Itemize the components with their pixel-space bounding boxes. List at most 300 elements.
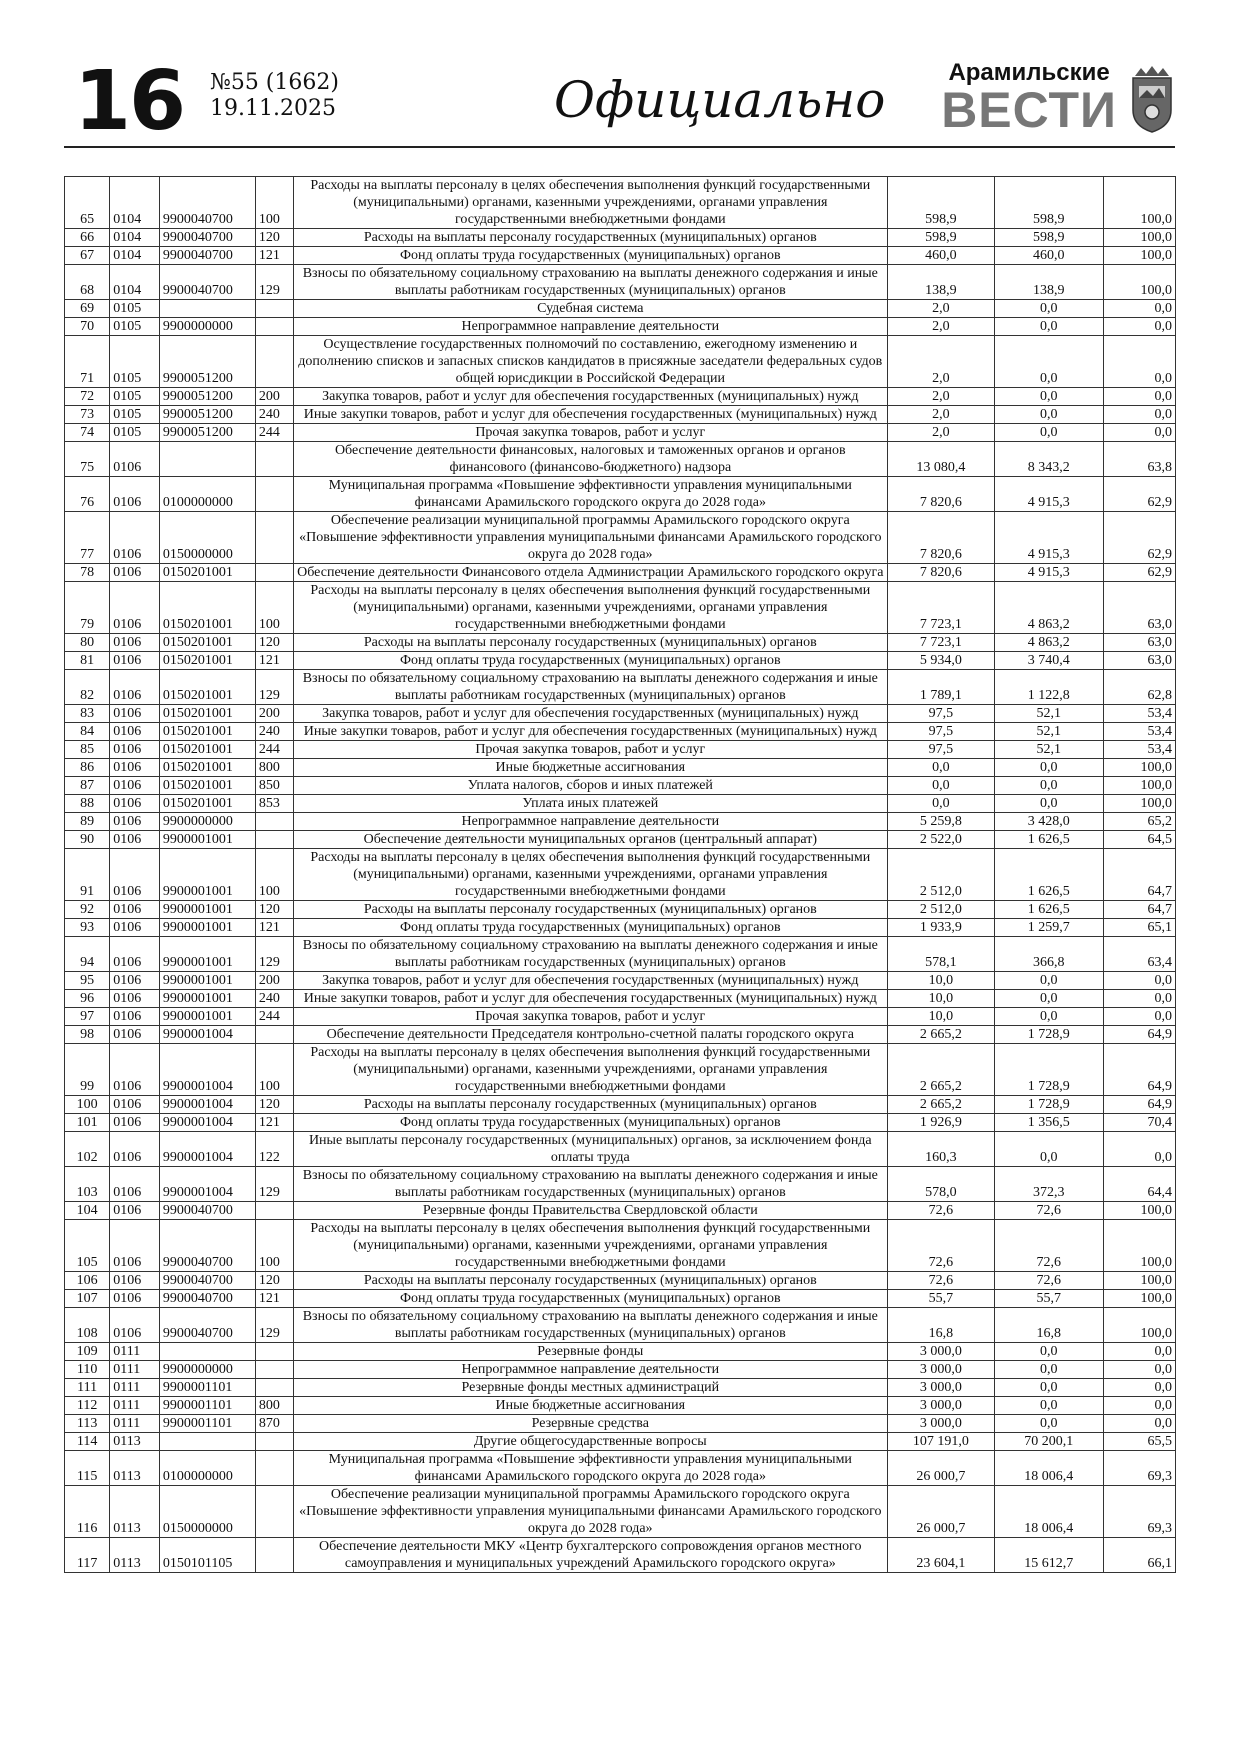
item-name: Расходы на выплаты персоналу в целях обеспечения выполнения функций государственными (муниципальными) органами, казенными учреждениями, органами управления государственными внебюджетными фондами (293, 1044, 887, 1096)
logo-main-text: ВЕСТИ (941, 82, 1117, 138)
row-number: 109 (65, 1343, 110, 1361)
section-code: 0106 (110, 670, 160, 705)
actual-amount: 0,0 (994, 972, 1103, 990)
plan-amount: 0,0 (887, 759, 994, 777)
table-row (65, 849, 1176, 901)
actual-amount: 372,3 (994, 1167, 1103, 1202)
target-article-code: 0150201001 (159, 741, 255, 759)
row-number: 74 (65, 424, 110, 442)
execution-percent: 62,9 (1103, 564, 1175, 582)
section-code: 0104 (110, 229, 160, 247)
target-article-code: 0150201001 (159, 652, 255, 670)
plan-amount: 2,0 (887, 336, 994, 388)
actual-amount: 0,0 (994, 1361, 1103, 1379)
section-code: 0106 (110, 512, 160, 564)
item-name: Осуществление государственных полномочий по составлению, ежегодному изменению и дополнению списков и запасных списков кандидатов в присяжные заседатели федеральных судов общей юрисдикции в Российской Федерации (293, 336, 887, 388)
expense-type-code (255, 813, 293, 831)
actual-amount: 55,7 (994, 1290, 1103, 1308)
item-name: Закупка товаров, работ и услуг для обеспечения государственных (муниципальных) нужд (293, 705, 887, 723)
section-code: 0106 (110, 849, 160, 901)
plan-amount: 72,6 (887, 1202, 994, 1220)
plan-amount: 5 934,0 (887, 652, 994, 670)
expense-type-code (255, 1361, 293, 1379)
plan-amount: 460,0 (887, 247, 994, 265)
row-number: 96 (65, 990, 110, 1008)
item-name: Расходы на выплаты персоналу государственных (муниципальных) органов (293, 901, 887, 919)
execution-percent: 100,0 (1103, 265, 1175, 300)
issue-date: 19.11.2025 (210, 96, 336, 121)
expense-type-code: 240 (255, 990, 293, 1008)
item-name: Обеспечение деятельности Финансового отдела Администрации Арамильского городского округа (293, 564, 887, 582)
table-row (65, 1451, 1176, 1486)
execution-percent: 0,0 (1103, 1397, 1175, 1415)
execution-percent: 53,4 (1103, 741, 1175, 759)
plan-amount: 2 522,0 (887, 831, 994, 849)
table-row (65, 919, 1176, 937)
expense-type-code: 244 (255, 741, 293, 759)
row-number: 69 (65, 300, 110, 318)
plan-amount: 2 665,2 (887, 1044, 994, 1096)
plan-amount: 3 000,0 (887, 1361, 994, 1379)
item-name: Резервные фонды местных администраций (293, 1379, 887, 1397)
section-code: 0106 (110, 1008, 160, 1026)
table-row (65, 336, 1176, 388)
table-row (65, 477, 1176, 512)
execution-percent: 0,0 (1103, 1379, 1175, 1397)
table-row (65, 1397, 1176, 1415)
item-name: Закупка товаров, работ и услуг для обеспечения государственных (муниципальных) нужд (293, 972, 887, 990)
execution-percent: 100,0 (1103, 1308, 1175, 1343)
table-row (65, 265, 1176, 300)
execution-percent: 63,0 (1103, 652, 1175, 670)
target-article-code: 0150101105 (159, 1538, 255, 1573)
execution-percent: 100,0 (1103, 777, 1175, 795)
actual-amount: 0,0 (994, 1397, 1103, 1415)
execution-percent: 53,4 (1103, 723, 1175, 741)
item-name: Взносы по обязательному социальному страхованию на выплаты денежного содержания и иные выплаты работникам государственных (муниципальных) органов (293, 937, 887, 972)
item-name: Обеспечение реализации муниципальной программы Арамильского городского округа «Повышение эффективности управления муниципальными финансами Арамильского городского округа до 2028 года» (293, 1486, 887, 1538)
table-row (65, 990, 1176, 1008)
table-row (65, 300, 1176, 318)
actual-amount: 4 915,3 (994, 512, 1103, 564)
row-number: 80 (65, 634, 110, 652)
expense-type-code (255, 477, 293, 512)
plan-amount: 2 512,0 (887, 849, 994, 901)
target-article-code: 9900001004 (159, 1096, 255, 1114)
execution-percent: 0,0 (1103, 990, 1175, 1008)
plan-amount: 578,0 (887, 1167, 994, 1202)
expense-type-code (255, 512, 293, 564)
section-code: 0105 (110, 336, 160, 388)
section-code: 0106 (110, 813, 160, 831)
execution-percent: 0,0 (1103, 1361, 1175, 1379)
row-number: 97 (65, 1008, 110, 1026)
expense-type-code: 100 (255, 582, 293, 634)
target-article-code: 9900000000 (159, 318, 255, 336)
item-name: Взносы по обязательному социальному страхованию на выплаты денежного содержания и иные выплаты работникам государственных (муниципальных) органов (293, 670, 887, 705)
execution-percent: 63,0 (1103, 582, 1175, 634)
item-name: Обеспечение деятельности Председателя контрольно-счетной палаты городского округа (293, 1026, 887, 1044)
actual-amount: 0,0 (994, 990, 1103, 1008)
item-name: Непрограммное направление деятельности (293, 1361, 887, 1379)
row-number: 115 (65, 1451, 110, 1486)
item-name: Уплата налогов, сборов и иных платежей (293, 777, 887, 795)
plan-amount: 3 000,0 (887, 1415, 994, 1433)
actual-amount: 0,0 (994, 406, 1103, 424)
item-name: Расходы на выплаты персоналу в целях обеспечения выполнения функций государственными (муниципальными) органами, казенными учреждениями, органами управления государственными внебюджетными фондами (293, 1220, 887, 1272)
expense-type-code: 800 (255, 1397, 293, 1415)
execution-percent: 0,0 (1103, 336, 1175, 388)
item-name: Расходы на выплаты персоналу государственных (муниципальных) органов (293, 1272, 887, 1290)
table-row (65, 1272, 1176, 1290)
execution-percent: 0,0 (1103, 300, 1175, 318)
row-number: 68 (65, 265, 110, 300)
actual-amount: 1 356,5 (994, 1114, 1103, 1132)
target-article-code: 0150201001 (159, 564, 255, 582)
actual-amount: 1 626,5 (994, 901, 1103, 919)
table-row (65, 1202, 1176, 1220)
row-number: 113 (65, 1415, 110, 1433)
plan-amount: 107 191,0 (887, 1433, 994, 1451)
section-code: 0111 (110, 1397, 160, 1415)
execution-percent: 0,0 (1103, 318, 1175, 336)
target-article-code: 9900001001 (159, 849, 255, 901)
item-name: Резервные фонды Правительства Свердловской области (293, 1202, 887, 1220)
target-article-code: 0150201001 (159, 795, 255, 813)
plan-amount: 97,5 (887, 741, 994, 759)
expense-type-code (255, 1486, 293, 1538)
section-code: 0106 (110, 795, 160, 813)
expense-type-code (255, 1433, 293, 1451)
section-code: 0106 (110, 990, 160, 1008)
table-row (65, 1308, 1176, 1343)
actual-amount: 0,0 (994, 300, 1103, 318)
execution-percent: 100,0 (1103, 229, 1175, 247)
item-name: Расходы на выплаты персоналу в целях обеспечения выполнения функций государственными (муниципальными) органами, казенными учреждениями, органами управления государственными внебюджетными фондами (293, 849, 887, 901)
actual-amount: 1 122,8 (994, 670, 1103, 705)
section-code: 0105 (110, 318, 160, 336)
execution-percent: 64,5 (1103, 831, 1175, 849)
actual-amount: 0,0 (994, 1132, 1103, 1167)
expense-type-code: 129 (255, 1308, 293, 1343)
execution-percent: 100,0 (1103, 1272, 1175, 1290)
target-article-code: 9900051200 (159, 406, 255, 424)
actual-amount: 0,0 (994, 1379, 1103, 1397)
expense-type-code: 120 (255, 901, 293, 919)
execution-percent: 0,0 (1103, 406, 1175, 424)
section-code: 0106 (110, 477, 160, 512)
execution-percent: 100,0 (1103, 795, 1175, 813)
row-number: 76 (65, 477, 110, 512)
expense-type-code: 870 (255, 1415, 293, 1433)
table-row (65, 1096, 1176, 1114)
row-number: 114 (65, 1433, 110, 1451)
execution-percent: 0,0 (1103, 1343, 1175, 1361)
expense-type-code: 800 (255, 759, 293, 777)
plan-amount: 2 665,2 (887, 1026, 994, 1044)
expense-type-code (255, 831, 293, 849)
expense-type-code (255, 1379, 293, 1397)
plan-amount: 160,3 (887, 1132, 994, 1167)
item-name: Иные закупки товаров, работ и услуг для обеспечения государственных (муниципальных) нужд (293, 723, 887, 741)
actual-amount: 0,0 (994, 1343, 1103, 1361)
plan-amount: 7 723,1 (887, 582, 994, 634)
actual-amount: 0,0 (994, 795, 1103, 813)
row-number: 108 (65, 1308, 110, 1343)
plan-amount: 2,0 (887, 388, 994, 406)
execution-percent: 0,0 (1103, 388, 1175, 406)
row-number: 93 (65, 919, 110, 937)
target-article-code: 9900001001 (159, 919, 255, 937)
expense-type-code: 121 (255, 919, 293, 937)
table-row (65, 582, 1176, 634)
section-code: 0106 (110, 705, 160, 723)
table-row (65, 318, 1176, 336)
actual-amount: 4 915,3 (994, 564, 1103, 582)
section-code: 0106 (110, 652, 160, 670)
expense-type-code: 100 (255, 1220, 293, 1272)
section-code: 0113 (110, 1433, 160, 1451)
table-row (65, 813, 1176, 831)
section-code: 0106 (110, 1220, 160, 1272)
target-article-code: 9900001001 (159, 972, 255, 990)
actual-amount: 0,0 (994, 777, 1103, 795)
section-code: 0106 (110, 1290, 160, 1308)
actual-amount: 0,0 (994, 1008, 1103, 1026)
execution-percent: 100,0 (1103, 177, 1175, 229)
target-article-code: 9900040700 (159, 1290, 255, 1308)
expense-type-code (255, 1026, 293, 1044)
table-row (65, 1415, 1176, 1433)
execution-percent: 64,7 (1103, 901, 1175, 919)
target-article-code: 9900051200 (159, 336, 255, 388)
actual-amount: 72,6 (994, 1202, 1103, 1220)
expense-type-code: 129 (255, 1167, 293, 1202)
row-number: 101 (65, 1114, 110, 1132)
table-row (65, 406, 1176, 424)
plan-amount: 55,7 (887, 1290, 994, 1308)
item-name: Взносы по обязательному социальному страхованию на выплаты денежного содержания и иные выплаты работникам государственных (муниципальных) органов (293, 265, 887, 300)
execution-percent: 62,9 (1103, 477, 1175, 512)
table-row (65, 937, 1176, 972)
plan-amount: 16,8 (887, 1308, 994, 1343)
table-row (65, 177, 1176, 229)
target-article-code: 9900000000 (159, 1361, 255, 1379)
row-number: 105 (65, 1220, 110, 1272)
item-name: Муниципальная программа «Повышение эффективности управления муниципальными финансами Арамильского городского округа до 2028 года» (293, 1451, 887, 1486)
row-number: 107 (65, 1290, 110, 1308)
row-number: 84 (65, 723, 110, 741)
row-number: 65 (65, 177, 110, 229)
row-number: 67 (65, 247, 110, 265)
expense-type-code: 200 (255, 388, 293, 406)
execution-percent: 100,0 (1103, 1220, 1175, 1272)
plan-amount: 0,0 (887, 795, 994, 813)
expense-type-code: 240 (255, 406, 293, 424)
actual-amount: 72,6 (994, 1272, 1103, 1290)
expense-type-code (255, 1202, 293, 1220)
table-row (65, 388, 1176, 406)
row-number: 79 (65, 582, 110, 634)
section-code: 0106 (110, 777, 160, 795)
execution-percent: 53,4 (1103, 705, 1175, 723)
plan-amount: 3 000,0 (887, 1343, 994, 1361)
section-title: Официально (554, 71, 886, 129)
target-article-code: 9900040700 (159, 229, 255, 247)
section-code: 0106 (110, 1044, 160, 1096)
item-name: Прочая закупка товаров, работ и услуг (293, 741, 887, 759)
target-article-code: 0100000000 (159, 477, 255, 512)
plan-amount: 2,0 (887, 300, 994, 318)
item-name: Резервные фонды (293, 1343, 887, 1361)
expense-type-code: 120 (255, 634, 293, 652)
row-number: 77 (65, 512, 110, 564)
table-row (65, 1220, 1176, 1272)
expense-type-code (255, 1451, 293, 1486)
section-code: 0113 (110, 1538, 160, 1573)
target-article-code: 9900001004 (159, 1114, 255, 1132)
execution-percent: 0,0 (1103, 1132, 1175, 1167)
plan-amount: 10,0 (887, 972, 994, 990)
execution-percent: 65,2 (1103, 813, 1175, 831)
target-article-code: 9900001101 (159, 1397, 255, 1415)
expense-type-code: 129 (255, 265, 293, 300)
row-number: 95 (65, 972, 110, 990)
row-number: 66 (65, 229, 110, 247)
actual-amount: 18 006,4 (994, 1486, 1103, 1538)
execution-percent: 63,4 (1103, 937, 1175, 972)
section-code: 0106 (110, 634, 160, 652)
plan-amount: 10,0 (887, 1008, 994, 1026)
target-article-code: 9900001004 (159, 1132, 255, 1167)
table-row (65, 247, 1176, 265)
execution-percent: 64,9 (1103, 1026, 1175, 1044)
section-code: 0106 (110, 759, 160, 777)
target-article-code: 9900000000 (159, 813, 255, 831)
actual-amount: 70 200,1 (994, 1433, 1103, 1451)
section-code: 0104 (110, 247, 160, 265)
execution-percent: 69,3 (1103, 1451, 1175, 1486)
table-row (65, 424, 1176, 442)
target-article-code: 9900040700 (159, 177, 255, 229)
target-article-code: 9900040700 (159, 1202, 255, 1220)
item-name: Расходы на выплаты персоналу государственных (муниципальных) органов (293, 229, 887, 247)
table-row (65, 512, 1176, 564)
table-row (65, 442, 1176, 477)
execution-percent: 64,9 (1103, 1096, 1175, 1114)
budget-table-body (65, 177, 1176, 1573)
plan-amount: 5 259,8 (887, 813, 994, 831)
item-name: Расходы на выплаты персоналу государственных (муниципальных) органов (293, 1096, 887, 1114)
execution-percent: 63,8 (1103, 442, 1175, 477)
target-article-code (159, 1343, 255, 1361)
target-article-code: 0150201001 (159, 670, 255, 705)
execution-percent: 64,4 (1103, 1167, 1175, 1202)
table-row (65, 777, 1176, 795)
table-row (65, 705, 1176, 723)
target-article-code: 9900001001 (159, 831, 255, 849)
target-article-code: 9900001001 (159, 937, 255, 972)
target-article-code: 9900001001 (159, 1008, 255, 1026)
actual-amount: 16,8 (994, 1308, 1103, 1343)
section-code: 0106 (110, 1202, 160, 1220)
item-name: Обеспечение деятельности финансовых, налоговых и таможенных органов и органов финансового (финансово-бюджетного) надзора (293, 442, 887, 477)
item-name: Непрограммное направление деятельности (293, 318, 887, 336)
item-name: Фонд оплаты труда государственных (муниципальных) органов (293, 247, 887, 265)
row-number: 81 (65, 652, 110, 670)
actual-amount: 8 343,2 (994, 442, 1103, 477)
target-article-code: 9900001001 (159, 901, 255, 919)
item-name: Фонд оплаты труда государственных (муниципальных) органов (293, 1114, 887, 1132)
row-number: 100 (65, 1096, 110, 1114)
plan-amount: 1 926,9 (887, 1114, 994, 1132)
actual-amount: 598,9 (994, 229, 1103, 247)
table-row (65, 1486, 1176, 1538)
expense-type-code: 244 (255, 1008, 293, 1026)
plan-amount: 1 789,1 (887, 670, 994, 705)
plan-amount: 1 933,9 (887, 919, 994, 937)
plan-amount: 13 080,4 (887, 442, 994, 477)
row-number: 88 (65, 795, 110, 813)
expense-type-code: 100 (255, 177, 293, 229)
target-article-code: 9900040700 (159, 1272, 255, 1290)
plan-amount: 72,6 (887, 1272, 994, 1290)
plan-amount: 2 512,0 (887, 901, 994, 919)
expense-type-code: 244 (255, 424, 293, 442)
table-row (65, 831, 1176, 849)
item-name: Уплата иных платежей (293, 795, 887, 813)
item-name: Непрограммное направление деятельности (293, 813, 887, 831)
row-number: 106 (65, 1272, 110, 1290)
execution-percent: 100,0 (1103, 759, 1175, 777)
plan-amount: 10,0 (887, 990, 994, 1008)
actual-amount: 4 915,3 (994, 477, 1103, 512)
plan-amount: 26 000,7 (887, 1451, 994, 1486)
target-article-code: 0150201001 (159, 777, 255, 795)
row-number: 89 (65, 813, 110, 831)
target-article-code: 9900040700 (159, 1308, 255, 1343)
item-name: Иные бюджетные ассигнования (293, 1397, 887, 1415)
plan-amount: 2 665,2 (887, 1096, 994, 1114)
actual-amount: 0,0 (994, 424, 1103, 442)
table-row (65, 795, 1176, 813)
target-article-code: 9900040700 (159, 247, 255, 265)
row-number: 110 (65, 1361, 110, 1379)
table-row (65, 1044, 1176, 1096)
actual-amount: 1 259,7 (994, 919, 1103, 937)
row-number: 111 (65, 1379, 110, 1397)
expense-type-code (255, 336, 293, 388)
expense-type-code (255, 300, 293, 318)
target-article-code: 9900001004 (159, 1167, 255, 1202)
row-number: 73 (65, 406, 110, 424)
expense-type-code: 850 (255, 777, 293, 795)
actual-amount: 52,1 (994, 741, 1103, 759)
expense-type-code (255, 1343, 293, 1361)
row-number: 99 (65, 1044, 110, 1096)
row-number: 72 (65, 388, 110, 406)
target-article-code: 0150000000 (159, 1486, 255, 1538)
plan-amount: 7 723,1 (887, 634, 994, 652)
plan-amount: 26 000,7 (887, 1486, 994, 1538)
expense-type-code: 853 (255, 795, 293, 813)
target-article-code: 9900001004 (159, 1026, 255, 1044)
section-code: 0104 (110, 177, 160, 229)
actual-amount: 0,0 (994, 388, 1103, 406)
item-name: Обеспечение деятельности муниципальных органов (центральный аппарат) (293, 831, 887, 849)
target-article-code: 9900040700 (159, 265, 255, 300)
row-number: 83 (65, 705, 110, 723)
